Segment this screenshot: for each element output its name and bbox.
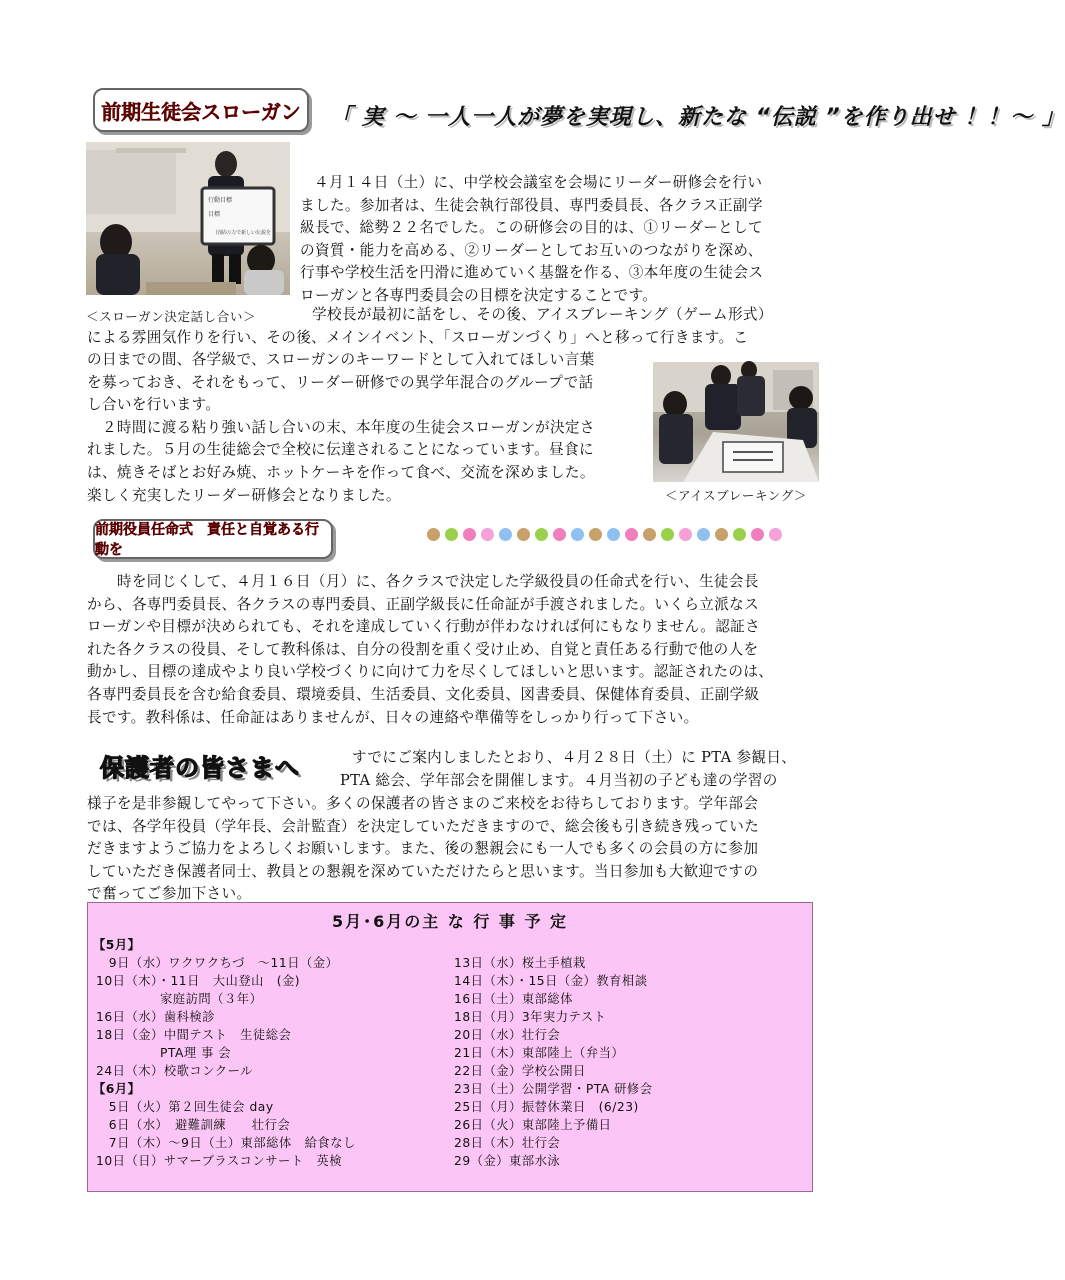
section3-paragraph: 様子を是非参観してやって下さい。多くの保護者の皆さまのご来校をお待ちしております。学年部会 では、各学年役員（学年長、会計監査）を決定していただきますので、総会後も引き続き残っていた だきますようご協力をよろしくお願いします。また、後の懇親会にも一人でも多くの会員の方に参加 していただき保護者同士、教員との懇親を深めていただけたらと思います。当日参加も大歓迎ですの で奮ってご参加下さい。 [87, 795, 760, 903]
schedule-right-item: 26日（火）東部陸上予備日 [454, 1118, 612, 1132]
decorative-dots [427, 528, 782, 541]
schedule-left-item: 7日（木）～9日（土）東部総体 給食なし [96, 1136, 356, 1150]
slogan-meeting-photo [86, 142, 290, 295]
whiteboard-line-3: 団結の力で新しい伝説を [216, 230, 272, 236]
schedule-right-item: 20日（水）壮行会 [454, 1028, 561, 1042]
schedule-title: 5月･6月の主 な 行 事 予 定 [331, 912, 569, 931]
schedule-left-item: 10日（日）サマーブラスコンサート 英検 [96, 1154, 343, 1168]
schedule-right-item: 21日（木）東部陸上（弁当） [454, 1046, 625, 1060]
dot [499, 528, 512, 541]
dot [679, 528, 692, 541]
schedule-left-item: 18日（金）中間テスト 生徒総会 [96, 1028, 292, 1042]
schedule-right-item: 23日（土）公開学習・PTA 研修会 [454, 1082, 653, 1096]
slogan-section-banner-text: 前期生徒会スローガン [101, 99, 301, 124]
section1-paragraph-2-full: による雰囲気作りを行い、その後、メインイベント、「スローガンづくり」へと移って行きます。こ [87, 329, 749, 346]
schedule-right-item: 25日（月）振替休業日 (6/23) [454, 1100, 639, 1114]
whiteboard-line-2: 目標 [208, 211, 221, 218]
dot [715, 528, 728, 541]
schedule-left-item: 5日（火）第２回生徒会 day [96, 1100, 274, 1114]
dot [625, 528, 638, 541]
whiteboard-line-1: 行動目標 [208, 197, 233, 204]
schedule-right-item: 16日（土）東部総体 [454, 992, 574, 1006]
dot [661, 528, 674, 541]
schedule-left-item: 家庭訪問（３年） [96, 992, 263, 1006]
schedule-may-label: 【5月】 [93, 938, 141, 952]
slogan-title: 「 実 ～ 一人一人が夢を実現し、新たな “伝説 ”を作り出せ ！！～ 」 [330, 105, 1065, 130]
schedule-right-item: 28日（木）壮行会 [454, 1136, 561, 1150]
photo-caption-slogan: ＜スローガン決定話し合い＞ [86, 309, 257, 324]
dot [643, 528, 656, 541]
appointment-banner [93, 519, 333, 559]
section1-paragraph-1: ４月１４日（土）に、中学校会議室を会場にリーダー研修会を行い ました。参加者は、生徒会執行部役員、専門委員長、各クラス正副学 級長で、総勢２２名でした。この研修会の目的は、①リーダーとして の資質・能力を高める、②リーダーとしてお互いのつながりを深め、 行事や学校生活を円滑に進めていく基盤を作る、③本年度の生徒会ス ローガンと各専門委員会の目標を決定することです。 [300, 174, 764, 304]
section1-paragraph-2-first: 学校長が最初に話をし、その後、アイスブレーキング（ゲーム形式） [312, 306, 773, 323]
dot [607, 528, 620, 541]
schedule-right-item: 18日（月）3年実力テスト [454, 1010, 607, 1024]
dot [517, 528, 530, 541]
appointment-banner-text: 前期役員任命式 責任と自覚ある行動を [95, 522, 319, 558]
dot [751, 528, 764, 541]
dot [733, 528, 746, 541]
schedule-left-item: 6日（水） 避難訓練 壮行会 [96, 1118, 291, 1132]
dot [769, 528, 782, 541]
schedule-left-item: 9日（水）ワクワクちづ ～11日（金） [96, 956, 339, 970]
section3-paragraph-first: すでにご案内しましたとおり、４月２８日（土）に PTA 参観日、 [352, 749, 797, 766]
schedule-right-item: 29（金）東部水泳 [454, 1154, 561, 1168]
dot [481, 528, 494, 541]
dot [463, 528, 476, 541]
schedule-left-item: 24日（木）校歌コンクール [96, 1064, 253, 1078]
schedule-right-item: 22日（金）学校公開日 [454, 1064, 586, 1078]
schedule-june-label: 【6月】 [93, 1082, 141, 1096]
schedule-left-item: 16日（水）歯科検診 [96, 1010, 216, 1024]
dot [427, 528, 440, 541]
dot [445, 528, 458, 541]
section1-paragraph-3: の日までの間、各学級で、スローガンのキーワードとして入れてほしい言葉 を募っておき、それをもって、リーダー研修での異学年混合のグループで話 し合いを行います。 ２時間に渡る粘り強い話し合いの末、本年度の生徒会スローガンが決定さ れました。５月の生徒総会で全校に伝達されることになっています。昼食に は、焼きそばとお好み焼、ホットケーキを作って食べ、交流を深めました。 楽しく充実したリーダー研修会となりました。 [87, 351, 595, 504]
ice-breaking-photo [653, 362, 819, 482]
photo-caption-icebreaking: ＜アイスブレーキング＞ [665, 488, 807, 503]
dot [589, 528, 602, 541]
dot [535, 528, 548, 541]
dot [553, 528, 566, 541]
schedule-right-item: 14日（木）・15日（金）教育相談 [454, 974, 648, 988]
dot [571, 528, 584, 541]
schedule-right-item: 13日（水）桜土手植栽 [454, 956, 586, 970]
schedule-left-item: 10日（木）・11日 大山登山 (金) [96, 974, 301, 988]
guardians-banner: 保護者の皆さまへ [100, 754, 300, 782]
section3-paragraph-second: PTA 総会、学年部会を開催します。４月当初の子ども達の学習の [340, 772, 778, 789]
slogan-section-banner [93, 88, 309, 132]
event-schedule-box [87, 902, 813, 1192]
section2-paragraph: 時を同じくして、４月１６日（月）に、各クラスで決定した学級役員の任命式を行い、生徒会長 から、各専門委員長、各クラスの専門委員、正副学級長に任命証が手渡されました。いくら立派なス ローガンや目標が決められても、それを達成していく行動が伴わなければ何にもなりません。認証さ れた各クラスの役員、そして教科係は、自分の役割を重く受け止め、自覚と責任ある行動で他の人を 動かし、目標の達成やより良い学校づくりに向けて力を尽くしてほしいと思います。認証されたのは、 各専門委員長を含む給食委員、環境委員、生活委員、文化委員、図書委員、保健体育委員、正副学級 長です。教科係は、任命証はありませんが、日々の連絡や準備等をしっかり行って下さい。 [87, 573, 774, 726]
dot [697, 528, 710, 541]
schedule-left-item: PTA理 事 会 [96, 1046, 232, 1060]
